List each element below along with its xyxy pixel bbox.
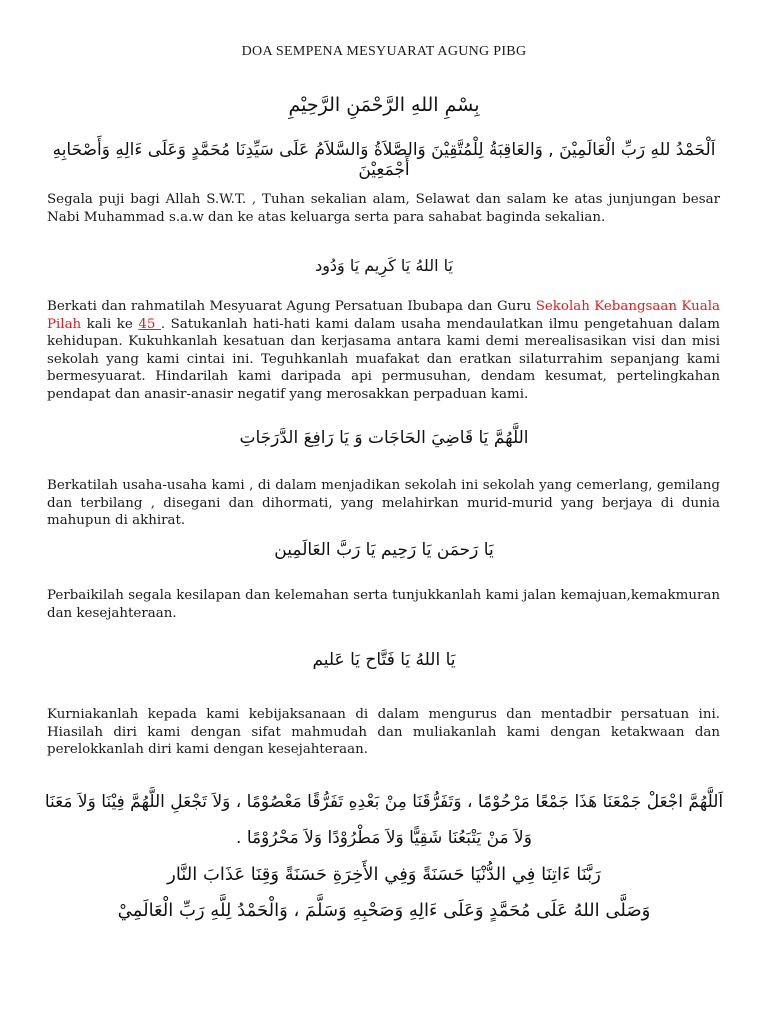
paragraph-praise: Segala puji bagi Allah S.W.T. , Tuhan sekalian alam, Selawat dan salam ke atas junjungan besar Nabi Muhammad s.a.w dan ke atas keluarga serta para sahabat baginda sekalian. — [47, 192, 720, 225]
doa-ya-allah-karim-arabic: يَا اللهُ يَا كَرِيم يَا وَدُود — [315, 256, 453, 275]
hamdalah-arabic: اَلْحَمْدُ للهِ رَبِّ الْعَالَمِيْنَ , وَالعَاقِبَةُ لِلْمُتَّقِيْنَ وَالصَّلاَةُ وَالسَّلاَمُ عَلَى سَيِّدِنَا مُحَمَّدٍ وَعَلَى ءَالِهِ وَأَصْحَابِهِ أَجْمَعِيْنَ — [52, 140, 716, 180]
meeting-number: 45 — [138, 316, 161, 332]
paragraph-improvement: Perbaikilah segala kesilapan dan kelemahan serta tunjukkanlah kami jalan kemajuan,kemakmuran dan kesejahteraan. — [47, 588, 720, 621]
paragraph-effort: Berkatilah usaha-usaha kami , di dalam menjadikan sekolah ini sekolah yang cemerlang, gemilang dan terbilang , disegani dan dihormati, yang melahirkan murid-murid yang berjaya di dunia mahupun di akhirat. — [47, 478, 720, 529]
page-title: DOA SEMPENA MESYUARAT AGUNG PIBG — [241, 44, 527, 59]
closing-doa-line-3-arabic: رَبَّنَا ءَاتِنَا فِي الدُّنْيَا حَسَنَةً وَفِي الأَخِرَةِ حَسَنَةً وَقِنَا عَذَابَ النَّار — [167, 864, 601, 885]
paragraph-wisdom: Kurniakanlah kepada kami kebijaksanaan di dalam mengurus dan mentadbir persatuan ini. Hiasilah diri kami dengan sifat mahmudah dan muliakanlah kami dengan ketakwaan dan perelokkanlah diri kami dengan kesejahteraan. — [47, 707, 720, 758]
school-name: Sekolah Kebangsaan Kuala Pilah — [47, 299, 720, 332]
paragraph-blessing-text-b: kali ke — [81, 316, 139, 332]
closing-doa-line-2-arabic: وَلاَ مَنْ يَتْبَعُنَا شَقِيًّا وَلاَ مَطْرُوْدًا وَلاَ مَحْرُوْمًا . — [236, 828, 532, 848]
basmalah-arabic: بِسْمِ اللهِ الرَّحْمَنِ الرَّحِيْمِ — [288, 94, 480, 116]
paragraph-blessing — [47, 298, 720, 404]
doa-ya-fattah-arabic: يَا اللهُ يَا فَتَّاح يَا عَليم — [312, 650, 456, 670]
closing-doa-line-4-arabic: وَصَلَّى اللهُ عَلَى مُحَمَّدٍ وَعَلَى ءَالِهِ وَصَحْبِهِ وَسَلَّمَ ، وَالْحَمْدُ لِلَّهِ رَبِّ الْعَالَمِيْ — [117, 900, 651, 921]
paragraph-blessing-text-c: . Satukanlah hati-hati kami dalam usaha mendaulatkan ilmu pengetahuan dalam kehidupan. Kukuhkanlah kesatuan dan kerjasama antara kami demi merealisasikan visi dan misi sekolah yang kami cintai ini. Teguhkanlah muafakat dan eratkan silaturrahim sepanjang kami bermesyuarat. Hindarilah kami daripada api permusuhan, dendam kesumat, pertelingkahan pendapat dan anasir-anasir negatif yang merosakkan perpaduan kami. — [47, 316, 720, 402]
doa-ya-rahman-arabic: يَا رَحمَن يَا رَحِيم يَا رَبَّ العَالَمِين — [274, 540, 494, 560]
paragraph-blessing-text-a: Berkati dan rahmatilah Mesyuarat Agung Persatuan Ibubapa dan Guru — [47, 299, 536, 314]
closing-doa-line-1-arabic: اَللَّهُمَّ اجْعَلْ جَمْعَنَا هَذَا جَمْعًا مَرْحُوْمًا ، وَتَفَرُّقَنَا مِنْ بَعْدِهِ تَفَرُّقًا مَعْصُوْمًا ، وَلاَ تَجْعَلِ اللَّهُمَّ فِيْنَا وَلاَ مَعَنَا — [44, 792, 724, 812]
doa-qadhi-hajat-arabic: اللَّهُمَّ يَا قَاضِيَ الحَاجَات وَ يَا رَافِعَ الدَّرَجَاتِ — [239, 428, 529, 448]
